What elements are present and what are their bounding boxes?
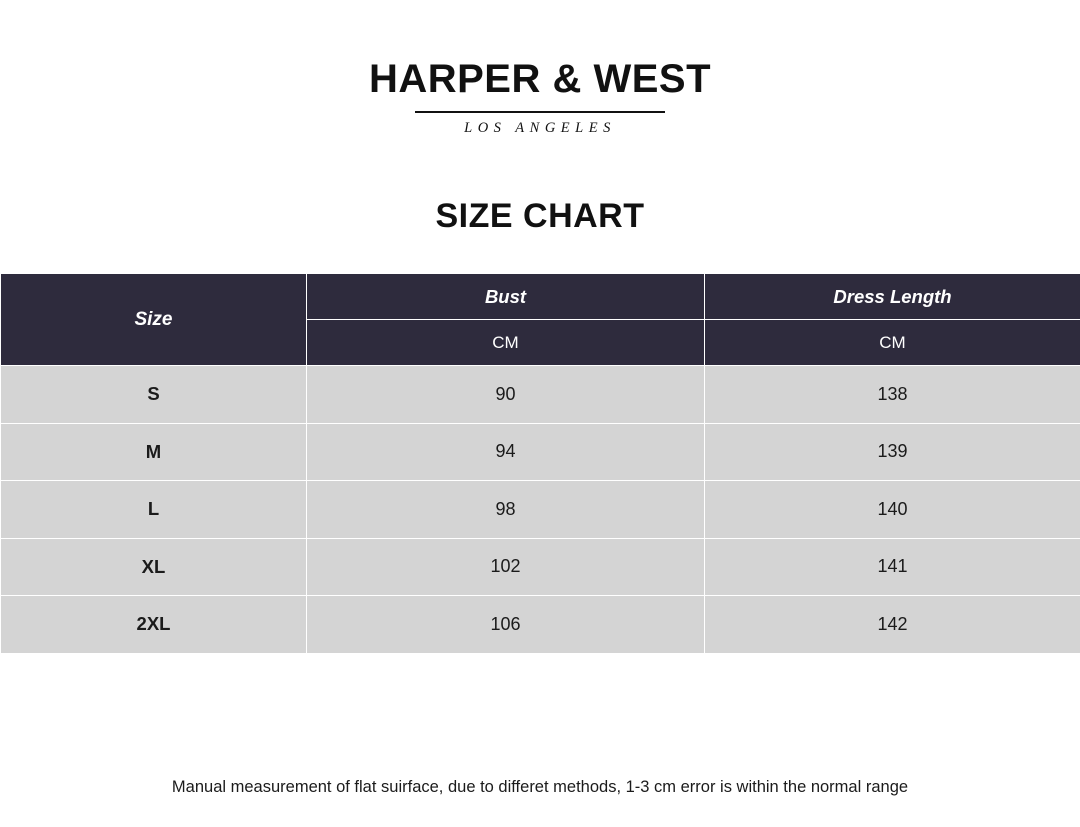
cell-dress-length: 141 xyxy=(705,538,1080,596)
cell-dress-length: 139 xyxy=(705,423,1080,481)
brand-divider xyxy=(415,111,665,113)
column-header-dress-length: Dress Length xyxy=(705,274,1080,320)
size-table xyxy=(0,273,1080,654)
measurement-disclaimer: Manual measurement of flat suirface, due to differet methods, 1-3 cm error is within the normal range xyxy=(171,778,909,796)
table-row xyxy=(1,423,1080,481)
table-header xyxy=(1,274,1080,366)
table-header-row-groups xyxy=(1,274,1080,320)
page-title: SIZE CHART xyxy=(435,197,645,235)
cell-size: M xyxy=(1,423,307,481)
table-body xyxy=(1,366,1080,654)
size-table-container xyxy=(0,273,1080,654)
cell-size: L xyxy=(1,481,307,539)
cell-dress-length: 138 xyxy=(705,366,1080,424)
cell-bust: 90 xyxy=(307,366,705,424)
cell-bust: 106 xyxy=(307,596,705,654)
brand-location: LOS ANGELES xyxy=(464,120,616,136)
cell-bust: 102 xyxy=(307,538,705,596)
table-row xyxy=(1,366,1080,424)
cell-size: S xyxy=(1,366,307,424)
column-header-bust: Bust xyxy=(307,274,705,320)
table-row xyxy=(1,538,1080,596)
cell-bust: 94 xyxy=(307,423,705,481)
column-unit-bust: CM xyxy=(307,320,705,366)
cell-size: 2XL xyxy=(1,596,307,654)
column-unit-dress-length: CM xyxy=(705,320,1080,366)
brand-logo xyxy=(369,58,711,137)
cell-dress-length: 140 xyxy=(705,481,1080,539)
table-row xyxy=(1,596,1080,654)
cell-dress-length: 142 xyxy=(705,596,1080,654)
cell-bust: 98 xyxy=(307,481,705,539)
column-header-size: Size xyxy=(1,274,307,366)
brand-name: HARPER & WEST xyxy=(368,57,712,101)
table-row xyxy=(1,481,1080,539)
cell-size: XL xyxy=(1,538,307,596)
